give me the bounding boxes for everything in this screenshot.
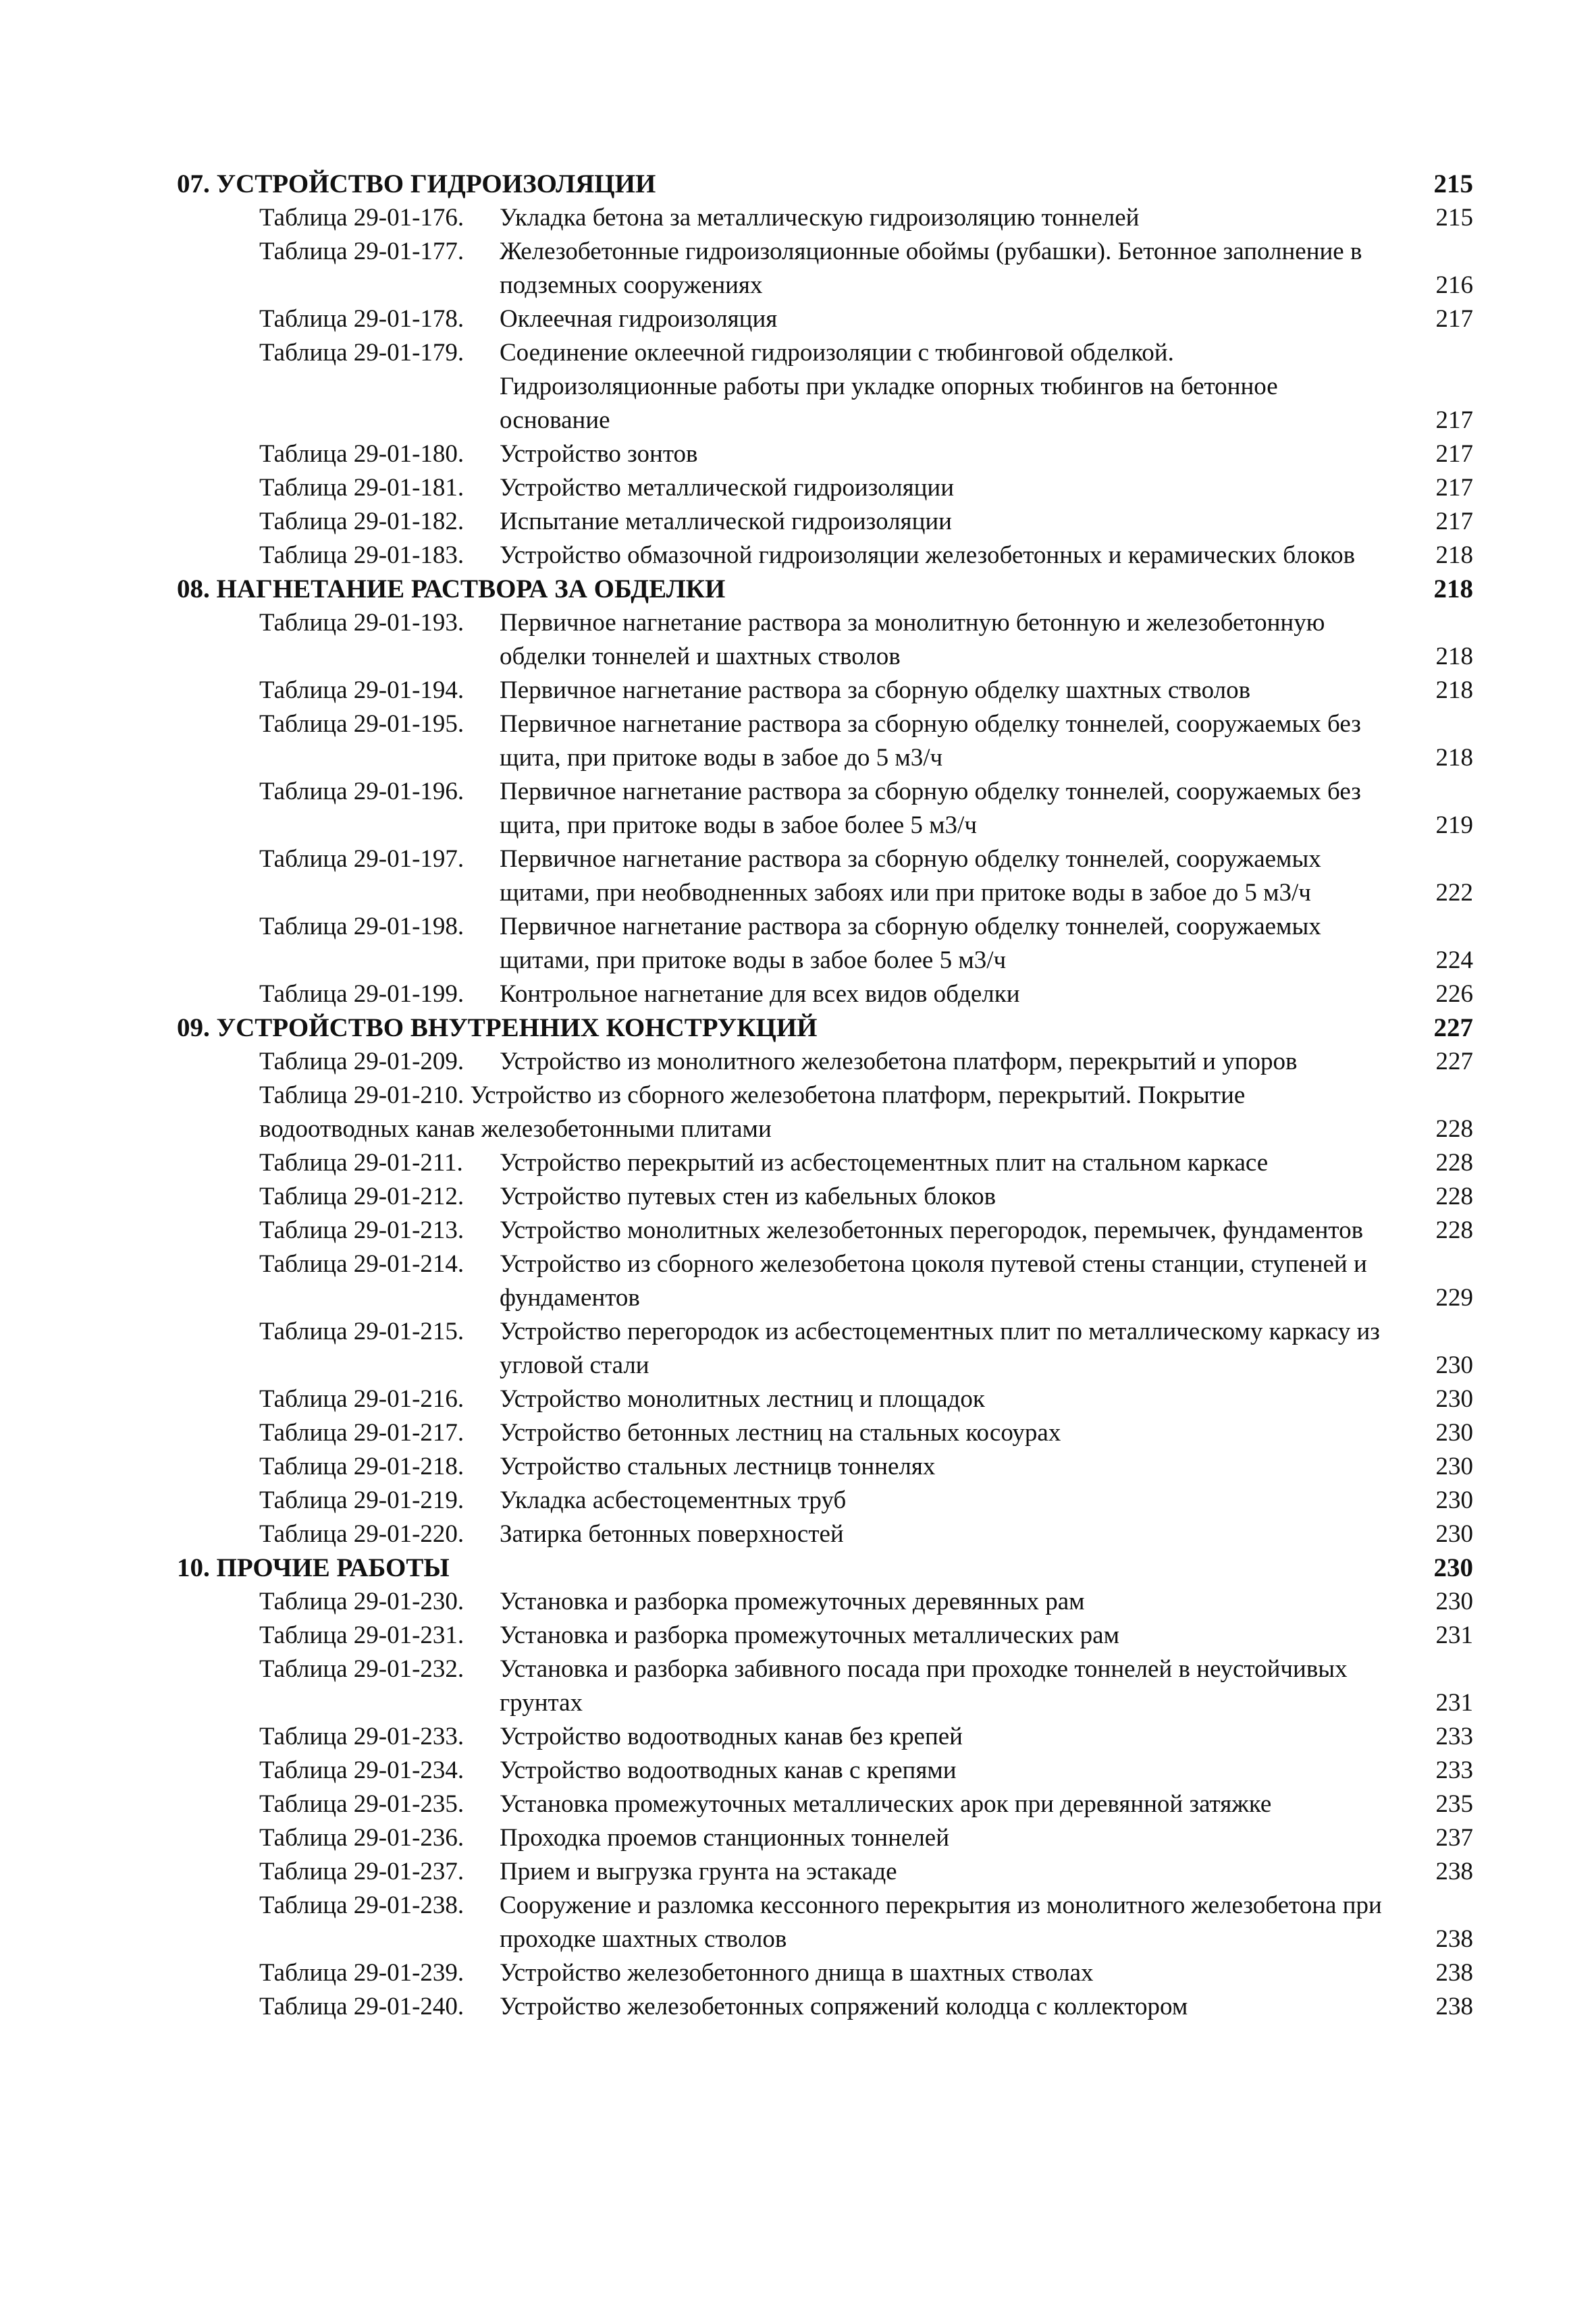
entry-table-code: Таблица 29-01-220. (259, 1520, 464, 1548)
entry-page-number: 233 (1435, 1757, 1473, 1784)
entry-table-code: Таблица 29-01-196. (259, 778, 464, 805)
entry-page-number: 235 (1435, 1790, 1473, 1818)
entry-table-code: Таблица 29-01-236. (259, 1824, 464, 1852)
entry-page-number: 230 (1435, 1351, 1473, 1379)
entry-title: Первичное нагнетание раствора за сборную обделку шахтных стволов (500, 676, 1251, 704)
entry-table-code: Таблица 29-01-180. (259, 440, 464, 468)
entry-page-number: 217 (1435, 305, 1473, 333)
entry-title: Оклеечная гидроизоляция (500, 305, 778, 333)
toc-entry[interactable] (177, 539, 1473, 572)
section-page-number: 218 (1433, 574, 1473, 604)
entry-table-code: Таблица 29-01-233. (259, 1723, 464, 1750)
section-page-number: 230 (1433, 1553, 1473, 1582)
entry-table-code: Таблица 29-01-183. (259, 541, 464, 569)
entry-page-number: 238 (1435, 1858, 1473, 1885)
entry-page-number: 230 (1435, 1588, 1473, 1615)
entry-title: Устройство водоотводных канав без крепей (500, 1723, 963, 1750)
entry-table-code: Таблица 29-01-193. (259, 609, 464, 637)
entry-table-code: Таблица 29-01-212. (259, 1183, 464, 1210)
entry-table-code: Таблица 29-01-214. (259, 1250, 464, 1278)
entry-page-number: 230 (1435, 1453, 1473, 1480)
entry-table-code: Таблица 29-01-239. (259, 1959, 464, 1987)
entry-title: Соединение оклеечной гидроизоляции с тюбинговой обделкой. Гидроизоляционные работы при укладке опорных тюбингов на бетонное основание (500, 339, 1278, 434)
entry-title: Устройство перегородок из асбестоцементных плит по металлическому каркасу из угловой стали (500, 1318, 1380, 1379)
entry-title: Устройство из сборного железобетона платформ, перекрытий. Покрытие водоотводных канав железобетонными плитами (259, 1081, 1246, 1143)
entry-page-number: 228 (1435, 1183, 1473, 1210)
toc-entry[interactable] (177, 1450, 1473, 1484)
entry-table-code: Таблица 29-01-194. (259, 676, 464, 704)
toc-entry[interactable] (177, 842, 1473, 910)
entry-table-code: Таблица 29-01-216. (259, 1385, 464, 1413)
entry-title: Укладка асбестоцементных труб (500, 1486, 847, 1514)
section-heading (177, 572, 1473, 606)
entry-table-code: Таблица 29-01-181. (259, 474, 464, 502)
entry-page-number: 230 (1435, 1419, 1473, 1447)
entry-page-number: 218 (1435, 676, 1473, 704)
entry-page-number: 217 (1435, 508, 1473, 535)
entry-title: Устройство железобетонного днища в шахтных стволах (500, 1959, 1094, 1987)
entry-title: Установка и разборка забивного посада при проходке тоннелей в неустойчивых грунтах (500, 1655, 1348, 1717)
entry-title: Прием и выгрузка грунта на эстакаде (500, 1858, 897, 1885)
toc-entry[interactable] (177, 1956, 1473, 1990)
toc-entry[interactable] (177, 336, 1473, 437)
entry-table-code: Таблица 29-01-211. (259, 1149, 463, 1177)
toc-entry[interactable] (177, 977, 1473, 1011)
entry-page-number: 231 (1435, 1621, 1473, 1649)
toc-entry[interactable] (177, 910, 1473, 977)
entry-page-number: 237 (1435, 1824, 1473, 1852)
toc-entry[interactable] (177, 707, 1473, 775)
entry-page-number: 217 (1435, 406, 1473, 434)
entry-table-code: Таблица 29-01-178. (259, 305, 464, 333)
toc-entry[interactable] (177, 471, 1473, 505)
entry-title: Первичное нагнетание раствора за сборную обделку тоннелей, сооружаемых щитами, при притоке воды в забое более 5 м3/ч (500, 913, 1321, 974)
toc-entry[interactable] (177, 1315, 1473, 1383)
toc-entry[interactable] (177, 201, 1473, 235)
toc-entry[interactable] (177, 775, 1473, 842)
entry-title: Первичное нагнетание раствора за сборную обделку тоннелей, сооружаемых без щита, при притоке воды в забое более 5 м3/ч (500, 778, 1361, 839)
section-title: 09. УСТРОЙСТВО ВНУТРЕННИХ КОНСТРУКЦИЙ (177, 1013, 818, 1042)
toc-entry[interactable] (177, 1045, 1473, 1079)
entry-title: Укладка бетона за металлическую гидроизоляцию тоннелей (500, 204, 1140, 232)
entry-page-number: 218 (1435, 744, 1473, 772)
entry-title: Устройство перекрытий из асбестоцементных плит на стальном каркасе (500, 1149, 1269, 1177)
toc-entry[interactable] (177, 1990, 1473, 2024)
entry-page-number: 230 (1435, 1385, 1473, 1413)
toc-entry[interactable] (177, 1720, 1473, 1754)
entry-table-code: Таблица 29-01-235. (259, 1790, 464, 1818)
entry-page-number: 219 (1435, 811, 1473, 839)
toc-entry[interactable] (177, 1484, 1473, 1518)
entry-table-code: Таблица 29-01-176. (259, 204, 464, 232)
entry-page-number: 217 (1435, 440, 1473, 468)
entry-title: Затирка бетонных поверхностей (500, 1520, 844, 1548)
entry-table-code: Таблица 29-01-232. (259, 1655, 464, 1683)
entry-table-code: Таблица 29-01-177. (259, 238, 464, 265)
entry-page-number: 229 (1435, 1284, 1473, 1312)
entry-page-number: 215 (1435, 204, 1473, 232)
toc-entry[interactable] (177, 437, 1473, 471)
toc-entry[interactable] (177, 1416, 1473, 1450)
entry-title: Устройство бетонных лестниц на стальных косоурах (500, 1419, 1061, 1447)
section-heading (177, 167, 1473, 201)
entry-page-number: 218 (1435, 643, 1473, 670)
entry-title: Установка и разборка промежуточных металлических рам (500, 1621, 1119, 1649)
entry-title: Установка и разборка промежуточных деревянных рам (500, 1588, 1085, 1615)
entry-title: Устройство стальных лестницв тоннелях (500, 1453, 936, 1480)
section-title: 08. НАГНЕТАНИЕ РАСТВОРА ЗА ОБДЕЛКИ (177, 574, 726, 604)
entry-title: Устройство путевых стен из кабельных блоков (500, 1183, 996, 1210)
table-of-contents (177, 167, 1473, 2024)
toc-section (177, 167, 1473, 572)
entry-page-number: 224 (1435, 946, 1473, 974)
toc-entry[interactable] (177, 1214, 1473, 1248)
section-title: 10. ПРОЧИЕ РАБОТЫ (177, 1553, 450, 1582)
entry-page-number: 231 (1435, 1689, 1473, 1717)
section-heading (177, 1551, 1473, 1585)
entry-title: Первичное нагнетание раствора за сборную обделку тоннелей, сооружаемых щитами, при необводненных забоях или при притоке воды в забое до 5 м3/ч (500, 845, 1321, 907)
entry-page-number: 238 (1435, 1993, 1473, 2020)
toc-entry[interactable] (177, 302, 1473, 336)
toc-entry[interactable] (177, 1248, 1473, 1315)
entry-page-number: 230 (1435, 1486, 1473, 1514)
toc-entry[interactable] (177, 1585, 1473, 1619)
entry-page-number: 222 (1435, 879, 1473, 907)
toc-entry[interactable] (177, 1619, 1473, 1653)
entry-title: Устройство водоотводных канав с крепями (500, 1757, 957, 1784)
entry-table-code: Таблица 29-01-238. (259, 1892, 464, 1919)
entry-title: Устройство обмазочной гидроизоляции железобетонных и керамических блоков (500, 541, 1356, 569)
section-page-number: 215 (1433, 169, 1473, 198)
entry-title: Сооружение и разломка кессонного перекрытия из монолитного железобетона при проходке шахтных стволов (500, 1892, 1382, 1953)
entry-table-code: Таблица 29-01-234. (259, 1757, 464, 1784)
entry-title: Испытание металлической гидроизоляции (500, 508, 952, 535)
toc-entry[interactable] (177, 235, 1473, 302)
entry-title: Первичное нагнетание раствора за сборную обделку тоннелей, сооружаемых без щита, при притоке воды в забое до 5 м3/ч (500, 710, 1361, 772)
entry-title: Устройство из сборного железобетона цоколя путевой стены станции, ступеней и фундаментов (500, 1250, 1367, 1312)
entry-title: Устройство монолитных лестниц и площадок (500, 1385, 985, 1413)
toc-section (177, 1551, 1473, 2024)
section-page-number: 227 (1433, 1013, 1473, 1042)
entry-table-code: Таблица 29-01-213. (259, 1216, 464, 1244)
entry-page-number: 218 (1435, 541, 1473, 569)
section-title: 07. УСТРОЙСТВО ГИДРОИЗОЛЯЦИИ (177, 169, 656, 198)
entry-title: Устройство железобетонных сопряжений колодца с коллектором (500, 1993, 1188, 2020)
entry-page-number: 227 (1435, 1048, 1473, 1075)
toc-entry[interactable] (177, 1383, 1473, 1416)
entry-table-code: Таблица 29-01-179. (259, 339, 464, 367)
entry-page-number: 233 (1435, 1723, 1473, 1750)
entry-title: Устройство металлической гидроизоляции (500, 474, 955, 502)
entry-page-number: 228 (1435, 1216, 1473, 1244)
entry-page-number: 217 (1435, 474, 1473, 502)
entry-table-code: Таблица 29-01-197. (259, 845, 464, 873)
toc-entry[interactable] (177, 1855, 1473, 1889)
entry-table-code: Таблица 29-01-219. (259, 1486, 464, 1514)
section-heading (177, 1011, 1473, 1045)
entry-title: Установка промежуточных металлических арок при деревянной затяжке (500, 1790, 1272, 1818)
entry-table-code: Таблица 29-01-210. (259, 1081, 464, 1109)
entry-table-code: Таблица 29-01-182. (259, 508, 464, 535)
entry-table-code: Таблица 29-01-237. (259, 1858, 464, 1885)
toc-entry[interactable] (177, 1754, 1473, 1788)
entry-table-code: Таблица 29-01-240. (259, 1993, 464, 2020)
entry-table-code: Таблица 29-01-218. (259, 1453, 464, 1480)
entry-table-code: Таблица 29-01-215. (259, 1318, 464, 1345)
toc-entry[interactable] (177, 505, 1473, 539)
entry-title: Контрольное нагнетание для всех видов обделки (500, 980, 1020, 1008)
entry-title: Устройство из монолитного железобетона платформ, перекрытий и упоров (500, 1048, 1298, 1075)
entry-title: Проходка проемов станционных тоннелей (500, 1824, 950, 1852)
entry-page-number: 230 (1435, 1520, 1473, 1548)
toc-entry[interactable] (177, 1653, 1473, 1720)
entry-table-code: Таблица 29-01-217. (259, 1419, 464, 1447)
toc-entry[interactable] (177, 1518, 1473, 1551)
entry-page-number: 238 (1435, 1959, 1473, 1987)
toc-entry[interactable] (177, 1821, 1473, 1855)
entry-page-number: 216 (1435, 271, 1473, 299)
entry-table-code: Таблица 29-01-198. (259, 913, 464, 940)
entry-page-number: 226 (1435, 980, 1473, 1008)
toc-section (177, 1011, 1473, 1551)
entry-page-number: 228 (1435, 1149, 1473, 1177)
toc-entry[interactable] (177, 1889, 1473, 1956)
entry-table-code: Таблица 29-01-231. (259, 1621, 464, 1649)
entry-table-code: Таблица 29-01-209. (259, 1048, 464, 1075)
entry-title: Первичное нагнетание раствора за монолитную бетонную и железобетонную обделки тоннелей и шахтных стволов (500, 609, 1325, 670)
entry-page-number: 238 (1435, 1925, 1473, 1953)
toc-entry[interactable] (177, 1180, 1473, 1214)
entry-title: Устройство зонтов (500, 440, 698, 468)
entry-table-code: Таблица 29-01-199. (259, 980, 464, 1008)
entry-table-code: Таблица 29-01-195. (259, 710, 464, 738)
entry-title: Железобетонные гидроизоляционные обоймы (рубашки). Бетонное заполнение в подземных сооружениях (500, 238, 1362, 299)
toc-entry[interactable] (177, 606, 1473, 674)
toc-entry[interactable] (177, 1788, 1473, 1821)
entry-page-number: 228 (1435, 1115, 1473, 1143)
toc-entry[interactable] (177, 1146, 1473, 1180)
toc-entry[interactable] (177, 1079, 1473, 1146)
toc-entry[interactable] (177, 674, 1473, 707)
entry-title: Устройство монолитных железобетонных перегородок, перемычек, фундаментов (500, 1216, 1364, 1244)
toc-section (177, 572, 1473, 1011)
entry-table-code: Таблица 29-01-230. (259, 1588, 464, 1615)
